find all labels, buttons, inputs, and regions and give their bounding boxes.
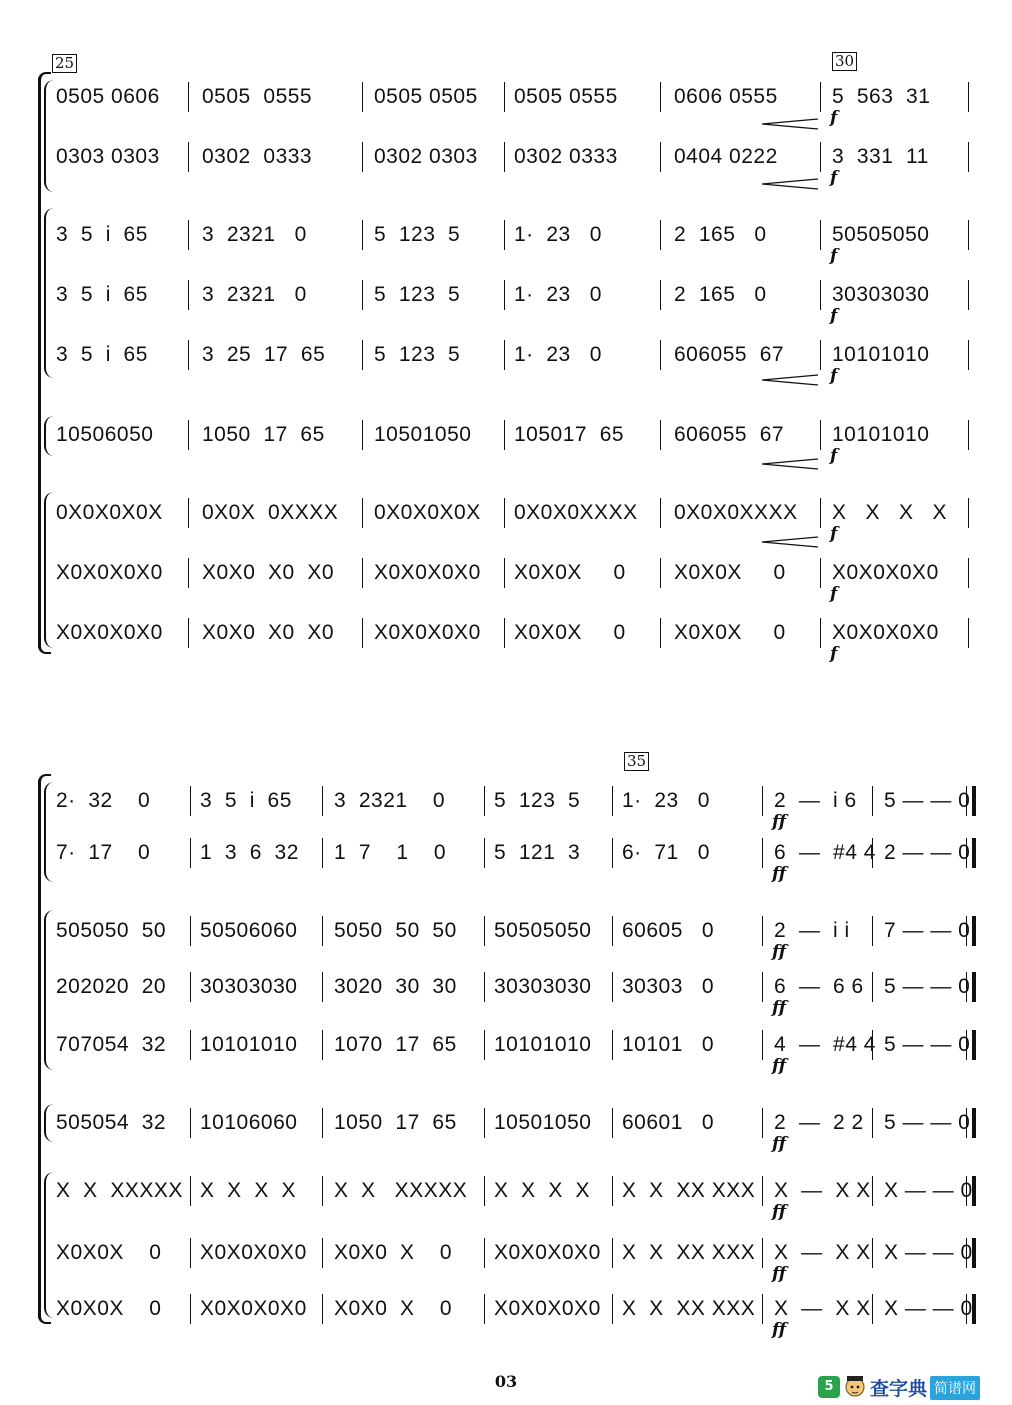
barline bbox=[362, 82, 363, 112]
rehearsal-mark-30: 30 bbox=[832, 52, 857, 71]
staff-line bbox=[0, 914, 1000, 962]
barline bbox=[362, 340, 363, 370]
measure: 3 2321 0 bbox=[202, 283, 307, 306]
barline bbox=[968, 280, 969, 310]
barline bbox=[484, 1176, 485, 1206]
barline bbox=[322, 1176, 323, 1206]
barline bbox=[968, 142, 969, 172]
barline bbox=[504, 618, 505, 648]
measure: 30303 0 bbox=[622, 975, 715, 998]
barline bbox=[504, 142, 505, 172]
staff-line bbox=[0, 970, 1000, 1018]
staff-line bbox=[0, 784, 1000, 832]
final-barline bbox=[966, 1108, 976, 1138]
measure: 60605 0 bbox=[622, 919, 715, 942]
barline bbox=[484, 1238, 485, 1268]
measure: 0302 0303 bbox=[374, 145, 478, 168]
final-barline bbox=[966, 972, 976, 1002]
measure: 1· 23 0 bbox=[514, 283, 602, 306]
measure: 505054 32 bbox=[56, 1111, 167, 1134]
measure: X0X0 X0 X0 bbox=[202, 621, 335, 644]
measure: X0X0X0X0 bbox=[374, 621, 481, 644]
rehearsal-mark-35: 35 bbox=[624, 752, 649, 771]
barline bbox=[660, 618, 661, 648]
final-barline bbox=[966, 786, 976, 816]
measure: 5 — — 0 bbox=[884, 975, 971, 998]
staff-line bbox=[0, 1236, 1000, 1284]
barline bbox=[612, 786, 613, 816]
barline bbox=[660, 340, 661, 370]
measure: 10506050 bbox=[56, 423, 154, 446]
barline bbox=[968, 420, 969, 450]
measure: 0505 0505 bbox=[374, 85, 478, 108]
measure: 606055 67 bbox=[674, 343, 785, 366]
dynamic-f: f bbox=[830, 446, 838, 466]
measure: X — X X bbox=[774, 1179, 871, 1202]
staff-line bbox=[0, 1028, 1000, 1076]
measure: X X XXXXX bbox=[334, 1179, 468, 1202]
staff-line bbox=[0, 836, 1000, 884]
barline bbox=[504, 558, 505, 588]
barline bbox=[968, 82, 969, 112]
measure: 0303 0303 bbox=[56, 145, 160, 168]
measure: 0X0X0X0X bbox=[374, 501, 481, 524]
dynamic-ff: ff bbox=[772, 864, 787, 884]
measure: X0X0X0X0 bbox=[494, 1297, 601, 1320]
measure: X — X X bbox=[774, 1241, 871, 1264]
measure: X0X0X 0 bbox=[56, 1297, 162, 1320]
barline bbox=[820, 498, 821, 528]
measure: 6· 71 0 bbox=[622, 841, 710, 864]
dynamic-f: f bbox=[830, 644, 838, 664]
barline bbox=[660, 280, 661, 310]
staff-line bbox=[0, 1106, 1000, 1154]
barline bbox=[612, 916, 613, 946]
measure: 1· 23 0 bbox=[514, 223, 602, 246]
dynamic-ff: ff bbox=[772, 942, 787, 962]
staff-line bbox=[0, 278, 1000, 326]
measure: 6 — #4 4 bbox=[774, 841, 876, 864]
measure: 0X0X0XXXX bbox=[514, 501, 638, 524]
measure: 505050 50 bbox=[56, 919, 167, 942]
measure: 0404 0222 bbox=[674, 145, 778, 168]
measure: 10101010 bbox=[832, 343, 930, 366]
crescendo-hairpin bbox=[760, 536, 820, 548]
barline bbox=[660, 558, 661, 588]
staff-line bbox=[0, 556, 1000, 604]
final-barline bbox=[966, 838, 976, 868]
dynamic-ff: ff bbox=[772, 1202, 787, 1222]
barline bbox=[762, 1294, 763, 1324]
measure: 1 7 1 0 bbox=[334, 841, 447, 864]
barline bbox=[762, 838, 763, 868]
barline bbox=[188, 618, 189, 648]
barline bbox=[872, 916, 873, 946]
dynamic-f: f bbox=[830, 108, 838, 128]
measure: X0X0X0X0 bbox=[832, 621, 939, 644]
barline bbox=[190, 1238, 191, 1268]
measure: 7 — — 0 bbox=[884, 919, 971, 942]
measure: 5 563 31 bbox=[832, 85, 931, 108]
barline bbox=[188, 82, 189, 112]
barline bbox=[190, 1108, 191, 1138]
measure: 5 123 5 bbox=[494, 789, 581, 812]
final-barline bbox=[966, 916, 976, 946]
barline bbox=[968, 498, 969, 528]
measure: 3 331 11 bbox=[832, 145, 929, 168]
barline bbox=[612, 972, 613, 1002]
barline bbox=[762, 916, 763, 946]
barline bbox=[762, 786, 763, 816]
measure: X0X0 X0 X0 bbox=[202, 561, 335, 584]
barline bbox=[504, 498, 505, 528]
measure: X0X0X 0 bbox=[56, 1241, 162, 1264]
measure: 1050 17 65 bbox=[202, 423, 325, 446]
measure: X0X0X0X0 bbox=[56, 561, 163, 584]
barline bbox=[820, 220, 821, 250]
barline bbox=[322, 1294, 323, 1324]
dynamic-f: f bbox=[830, 246, 838, 266]
barline bbox=[484, 916, 485, 946]
barline bbox=[612, 1176, 613, 1206]
barline bbox=[820, 142, 821, 172]
measure: 30303030 bbox=[494, 975, 592, 998]
staff-line bbox=[0, 218, 1000, 266]
measure: 4 — #4 4 bbox=[774, 1033, 876, 1056]
measure: 202020 20 bbox=[56, 975, 167, 998]
measure: X X XXXXX bbox=[56, 1179, 183, 1202]
barline bbox=[612, 1108, 613, 1138]
barline bbox=[660, 142, 661, 172]
dynamic-f: f bbox=[830, 524, 838, 544]
dynamic-ff: ff bbox=[772, 1056, 787, 1076]
measure: X — — 0 bbox=[884, 1179, 973, 1202]
measure: 10101010 bbox=[200, 1033, 298, 1056]
measure: 60601 0 bbox=[622, 1111, 715, 1134]
measure: 2 — i 6 bbox=[774, 789, 857, 812]
measure: X0X0X 0 bbox=[674, 561, 786, 584]
barline bbox=[484, 1294, 485, 1324]
dynamic-ff: ff bbox=[772, 1134, 787, 1154]
dynamic-f: f bbox=[830, 168, 838, 188]
measure: 10101010 bbox=[494, 1033, 592, 1056]
watermark-badge: 5 bbox=[818, 1376, 840, 1398]
barline bbox=[968, 340, 969, 370]
measure: 0505 0555 bbox=[202, 85, 313, 108]
measure: X0X0X0X0 bbox=[200, 1297, 307, 1320]
measure: 606055 67 bbox=[674, 423, 785, 446]
barline bbox=[322, 1238, 323, 1268]
barline bbox=[188, 558, 189, 588]
measure: 5 121 3 bbox=[494, 841, 581, 864]
measure: 7· 17 0 bbox=[56, 841, 151, 864]
crescendo-hairpin bbox=[760, 118, 820, 130]
measure: 5 123 5 bbox=[374, 343, 461, 366]
staff-line bbox=[0, 418, 1000, 466]
barline bbox=[504, 220, 505, 250]
barline bbox=[484, 972, 485, 1002]
measure: X — X X bbox=[774, 1297, 871, 1320]
measure: 1050 17 65 bbox=[334, 1111, 457, 1134]
measure: X — — 0 bbox=[884, 1297, 973, 1320]
barline bbox=[762, 1176, 763, 1206]
staff-line bbox=[0, 338, 1000, 386]
barline bbox=[820, 280, 821, 310]
measure: X0X0X0X0 bbox=[832, 561, 939, 584]
barline bbox=[660, 220, 661, 250]
measure: 2 — — 0 bbox=[884, 841, 971, 864]
measure: 0505 0606 bbox=[56, 85, 160, 108]
measure: 5050 50 50 bbox=[334, 919, 457, 942]
barline bbox=[820, 340, 821, 370]
measure: 10101010 bbox=[832, 423, 930, 446]
barline bbox=[188, 498, 189, 528]
final-barline bbox=[966, 1176, 976, 1206]
crescendo-hairpin bbox=[760, 458, 820, 470]
measure: 2 — 2 2 bbox=[774, 1111, 864, 1134]
barline bbox=[322, 838, 323, 868]
barline bbox=[190, 1176, 191, 1206]
measure: 1· 23 0 bbox=[514, 343, 602, 366]
barline bbox=[872, 1294, 873, 1324]
measure: 1 3 6 32 bbox=[200, 841, 299, 864]
measure: 0606 0555 bbox=[674, 85, 778, 108]
measure: X — — 0 bbox=[884, 1241, 973, 1264]
barline bbox=[322, 786, 323, 816]
rehearsal-mark-25: 25 bbox=[52, 54, 77, 73]
watermark-site-name: 查字典 bbox=[870, 1378, 928, 1400]
measure: 707054 32 bbox=[56, 1033, 167, 1056]
measure: 0302 0333 bbox=[202, 145, 313, 168]
barline bbox=[188, 420, 189, 450]
barline bbox=[188, 220, 189, 250]
measure: 30303030 bbox=[200, 975, 298, 998]
measure: 0X0X0XXXX bbox=[674, 501, 798, 524]
dynamic-ff: ff bbox=[772, 1264, 787, 1284]
barline bbox=[190, 786, 191, 816]
barline bbox=[188, 340, 189, 370]
barline bbox=[504, 82, 505, 112]
dynamic-ff: ff bbox=[772, 1320, 787, 1340]
measure: 50506060 bbox=[200, 919, 298, 942]
barline bbox=[872, 1108, 873, 1138]
barline bbox=[820, 618, 821, 648]
measure: 3 25 17 65 bbox=[202, 343, 326, 366]
measure: 3 5 i 65 bbox=[56, 223, 148, 246]
measure: 1· 23 0 bbox=[622, 789, 710, 812]
barline bbox=[362, 558, 363, 588]
barline bbox=[820, 82, 821, 112]
barline bbox=[612, 838, 613, 868]
barline bbox=[872, 1030, 873, 1060]
measure: X0X0X 0 bbox=[674, 621, 786, 644]
staff-line bbox=[0, 496, 1000, 544]
barline bbox=[968, 220, 969, 250]
measure: 3 5 i 65 bbox=[56, 343, 148, 366]
measure: 10106060 bbox=[200, 1111, 298, 1134]
barline bbox=[612, 1294, 613, 1324]
measure: 10101 0 bbox=[622, 1033, 715, 1056]
measure: X X XX XXX bbox=[622, 1241, 756, 1264]
barline bbox=[872, 1176, 873, 1206]
barline bbox=[660, 420, 661, 450]
barline bbox=[968, 558, 969, 588]
barline bbox=[484, 838, 485, 868]
barline bbox=[484, 1108, 485, 1138]
barline bbox=[322, 916, 323, 946]
measure: X0X0X0X0 bbox=[494, 1241, 601, 1264]
measure: 50505050 bbox=[832, 223, 930, 246]
page-number: 03 bbox=[494, 1372, 518, 1391]
barline bbox=[190, 1030, 191, 1060]
measure: 2· 32 0 bbox=[56, 789, 151, 812]
barline bbox=[504, 420, 505, 450]
measure: 3 5 i 65 bbox=[56, 283, 148, 306]
measure: X0X0X 0 bbox=[514, 621, 626, 644]
measure: 0505 0555 bbox=[514, 85, 618, 108]
staff-line bbox=[0, 1292, 1000, 1340]
mascot-icon bbox=[844, 1374, 866, 1398]
barline bbox=[968, 618, 969, 648]
measure: X0X0X0X0 bbox=[56, 621, 163, 644]
barline bbox=[504, 340, 505, 370]
measure: 2 — i i bbox=[774, 919, 850, 942]
measure: 50505050 bbox=[494, 919, 592, 942]
barline bbox=[872, 972, 873, 1002]
measure: X0X0 X 0 bbox=[334, 1297, 453, 1320]
barline bbox=[820, 420, 821, 450]
barline bbox=[504, 280, 505, 310]
crescendo-hairpin bbox=[760, 374, 820, 386]
barline bbox=[762, 972, 763, 1002]
measure: 6 — 6 6 bbox=[774, 975, 864, 998]
barline bbox=[872, 838, 873, 868]
measure: 2 165 0 bbox=[674, 223, 767, 246]
barline bbox=[762, 1030, 763, 1060]
barline bbox=[612, 1030, 613, 1060]
barline bbox=[484, 1030, 485, 1060]
dynamic-ff: ff bbox=[772, 998, 787, 1018]
measure: X0X0 X 0 bbox=[334, 1241, 453, 1264]
barline bbox=[362, 142, 363, 172]
barline bbox=[612, 1238, 613, 1268]
watermark-tag: 简谱网 bbox=[930, 1376, 980, 1400]
measure: X X XX XXX bbox=[622, 1297, 756, 1320]
barline bbox=[362, 498, 363, 528]
dynamic-f: f bbox=[830, 366, 838, 386]
measure: 10501050 bbox=[494, 1111, 592, 1134]
measure: 3020 30 30 bbox=[334, 975, 457, 998]
staff-line bbox=[0, 616, 1000, 664]
measure: 3 5 i 65 bbox=[200, 789, 292, 812]
measure: 105017 65 bbox=[514, 423, 625, 446]
measure: 3 2321 0 bbox=[334, 789, 446, 812]
measure: 30303030 bbox=[832, 283, 930, 306]
measure: 10501050 bbox=[374, 423, 472, 446]
barline bbox=[190, 972, 191, 1002]
dynamic-f: f bbox=[830, 306, 838, 326]
measure: 5 123 5 bbox=[374, 283, 461, 306]
measure: 0302 0333 bbox=[514, 145, 618, 168]
crescendo-hairpin bbox=[760, 178, 820, 190]
barline bbox=[190, 838, 191, 868]
barline bbox=[362, 220, 363, 250]
measure: 2 165 0 bbox=[674, 283, 767, 306]
barline bbox=[362, 280, 363, 310]
final-barline bbox=[966, 1238, 976, 1268]
barline bbox=[660, 82, 661, 112]
dynamic-ff: ff bbox=[772, 812, 787, 832]
measure: 3 2321 0 bbox=[202, 223, 307, 246]
barline bbox=[190, 1294, 191, 1324]
staff-line bbox=[0, 80, 1000, 128]
measure: 0X0X 0XXXX bbox=[202, 501, 339, 524]
barline bbox=[322, 1108, 323, 1138]
barline bbox=[484, 786, 485, 816]
barline bbox=[762, 1108, 763, 1138]
measure: X X X X bbox=[832, 501, 948, 524]
barline bbox=[322, 1030, 323, 1060]
measure: X X XX XXX bbox=[622, 1179, 756, 1202]
barline bbox=[872, 1238, 873, 1268]
measure: X X X X bbox=[200, 1179, 297, 1202]
measure: 5 — — 0 bbox=[884, 1111, 971, 1134]
measure: 5 — — 0 bbox=[884, 1033, 971, 1056]
barline bbox=[362, 618, 363, 648]
barline bbox=[872, 786, 873, 816]
barline bbox=[188, 142, 189, 172]
measure: 1070 17 65 bbox=[334, 1033, 457, 1056]
measure: 0X0X0X0X bbox=[56, 501, 163, 524]
measure: 5 — — 0 bbox=[884, 789, 971, 812]
watermark-logo bbox=[818, 1372, 1008, 1402]
staff-line bbox=[0, 1174, 1000, 1222]
measure: X0X0X 0 bbox=[514, 561, 626, 584]
barline bbox=[362, 420, 363, 450]
measure: 5 123 5 bbox=[374, 223, 461, 246]
barline bbox=[820, 558, 821, 588]
measure: X0X0X0X0 bbox=[200, 1241, 307, 1264]
measure: X0X0X0X0 bbox=[374, 561, 481, 584]
dynamic-f: f bbox=[830, 584, 838, 604]
final-barline bbox=[966, 1294, 976, 1324]
measure: X X X X bbox=[494, 1179, 591, 1202]
staff-line bbox=[0, 140, 1000, 188]
barline bbox=[190, 916, 191, 946]
barline bbox=[322, 972, 323, 1002]
final-barline bbox=[966, 1030, 976, 1060]
barline bbox=[660, 498, 661, 528]
barline bbox=[188, 280, 189, 310]
barline bbox=[762, 1238, 763, 1268]
